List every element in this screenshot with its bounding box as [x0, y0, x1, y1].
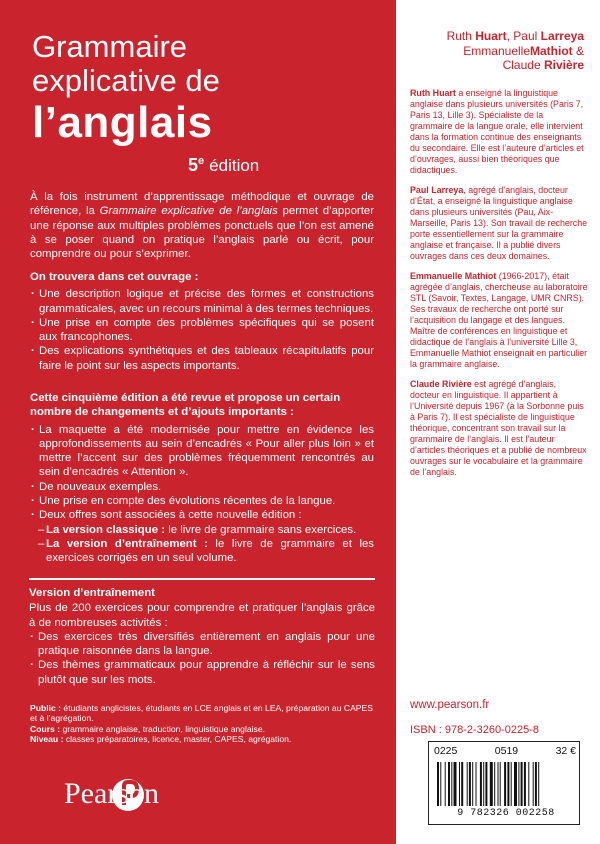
list-item: · Des thèmes grammaticaux pour apprendre à réfléchir sur le sens plutôt que sur les mots. — [29, 658, 375, 687]
list-item: · De nouveaux exemples. — [30, 480, 374, 494]
contents-section — [30, 270, 374, 373]
title-line-1: Grammaire — [32, 29, 188, 64]
barcode-number: 9 782326 002258 — [457, 808, 555, 819]
changes-heading: Cette cinquième édition a été revue et propose un certain nombre de changements et d’ajouts importants : — [30, 392, 341, 419]
author-sep: , Paul — [506, 29, 541, 43]
audience-text: étudiants anglicistes, étudiants en LCE anglais et en LEA, préparation au CAPES et à l’agrégation. — [30, 703, 374, 724]
author-first: Ruth — [446, 29, 476, 43]
price-line — [434, 745, 576, 757]
offers-list — [30, 523, 374, 566]
audience-text: grammaire anglaise, traduction, linguistique anglaise. — [60, 723, 266, 734]
authors-block — [396, 29, 584, 73]
audience-info — [30, 703, 380, 745]
offer-text: le livre de grammaire et les exercices corrigés en un seul volume. — [46, 537, 375, 565]
authors-line — [396, 29, 584, 44]
edition-word: édition — [209, 156, 260, 175]
audience-line — [30, 734, 380, 744]
intro-before: À la fois instrument d’apprentissage méthodique et ouvrage de référence, la — [30, 191, 374, 218]
author-last: Rivière — [543, 58, 584, 72]
author-first: Claude — [502, 58, 544, 72]
training-text: Plus de 200 exercices pour comprendre et pratiquer l’anglais grâce à de nombreuses activités : — [29, 602, 375, 629]
isbn-label: ISBN : 978-2-3260-0225-8 — [410, 724, 540, 736]
edition-label — [188, 155, 259, 176]
publisher-website: www.pearson.fr — [410, 699, 490, 711]
author-last: Huart — [475, 29, 507, 43]
audience-label: Public : — [30, 703, 62, 713]
intro-paragraph — [30, 190, 374, 261]
author-last: Larreya — [540, 29, 584, 43]
bio-text: a enseigné la linguistique anglaise dans plusieurs universités (Paris 7, Paris 13, Lille 3). Spécialiste de la grammaire de la langue orale, elle intervient dans la formation continue des enseignants du secondaire. Elle est l’auteure d’articles et d’ouvrages, aussi bien théoriques que didactiques. — [410, 88, 584, 175]
training-version-box — [29, 578, 375, 688]
authors-line — [396, 58, 584, 73]
title-line-2: explicative de — [32, 63, 220, 98]
bio-name: Emmanuelle Mathiot — [410, 271, 497, 281]
offer-item — [38, 523, 374, 537]
barcode-box — [428, 741, 580, 825]
list-item: · La maquette a été modernisée pour mettre en évidence les approfondissements au sein d’encadrés « Pour aller plus loin » et mettre l’accent sur des problèmes fréquemment rencontrés au sein d’encadrés « Attention ». — [30, 423, 374, 480]
author-sep: & — [572, 43, 584, 58]
price-value: 32 € — [555, 745, 576, 757]
author-bio — [410, 88, 588, 176]
offer-item — [38, 537, 374, 566]
author-bio — [410, 271, 588, 370]
offer-label: La version d’entraînement : — [46, 537, 208, 550]
right-column — [396, 0, 600, 844]
barcode-icon — [435, 762, 575, 808]
author-bio — [410, 379, 588, 478]
bio-name: Claude Rivière — [410, 379, 472, 389]
changes-list — [30, 423, 374, 523]
audience-line — [30, 703, 380, 724]
contents-list — [30, 287, 374, 373]
author-bios — [410, 88, 588, 487]
bio-text: (1966-2017), était agrégée d’anglais, chercheuse au laboratoire STL (Savoir, Textes, Langage, UMR CNRS). Ses travaux de recherche ont porté sur l’acquisition du langage et des langues. Maître de conférences en linguistique et didactique de l’anglais à l’université Lille 3, Emmanuelle Mathiot enseignait en particulier la grammaire anglaise. — [410, 271, 588, 369]
bio-text: , agrégé d’anglais, docteur d’État, a enseigné la linguistique anglaise dans plusieurs universités (Pau, Aix-Marseille, Paris 13). Son travail de recherche porte essentiellement sur la grammaire anglaise et française. Il a publié divers ouvrages dans ces deux domaines. — [410, 185, 588, 261]
audience-text: classes préparatoires, licence, master, CAPES, agrégation. — [63, 734, 292, 745]
list-item: · Deux offres sont associées à cette nouvelle édition : — [30, 508, 374, 522]
authors-line — [396, 44, 584, 59]
author-bio — [410, 185, 588, 262]
list-item: · Une description logique et précise des formes et constructions grammaticales, avec un recours minimal à des termes techniques. — [30, 287, 374, 316]
intro-book-title: Grammaire explicative de l’anglais — [99, 205, 278, 218]
offer-text: le livre de grammaire sans exercices. — [165, 523, 357, 536]
list-item: · Des exercices très diversifiés entièrement en anglais pour une pratique raisonnée dans la langue. — [29, 630, 375, 659]
audience-label: Cours : — [30, 723, 61, 734]
author-first: Emmanuelle — [463, 43, 530, 58]
edition-number: 5 — [188, 155, 199, 175]
bio-text: est agrégé d’anglais, docteur en linguistique. Il appartient à l’Université depuis 1967 (à la Sorbonne puis à Paris 7). Il est spécialiste de linguistique théorique, concentrant son travail sur la grammaire de l’anglais. Il est l’auteur d’articles théoriques et a publié de nombreux ouvrages sur le vocabulaire et la grammaire de l’anglais. — [410, 379, 587, 477]
author-last: Mathiot — [530, 43, 573, 58]
publisher-name: Pearson — [64, 777, 159, 810]
offer-label: La version classique : — [46, 523, 166, 536]
changes-section — [30, 391, 374, 566]
list-item: · Une prise en compte des évolutions récentes de la langue. — [30, 494, 374, 508]
list-item: · Des explications synthétiques et des tableaux récapitulatifs pour faire le point sur les aspects importants. — [30, 344, 374, 373]
title-line-3: l’anglais — [32, 98, 213, 147]
list-item: · Une prise en compte des problèmes spécifiques qui se posent aux francophones. — [30, 316, 374, 345]
training-list — [29, 630, 375, 687]
intro-after: permet d’apporter une réponse aux multiples problèmes ponctuels que l’on est amené à se poser quand on pratique l’anglais parlé ou écrit, pour comprendre ou pour s’exprimer. — [30, 205, 375, 261]
audience-line — [30, 724, 380, 734]
audience-label: Niveau : — [30, 734, 64, 745]
bio-name: Paul Larreya — [410, 185, 464, 195]
training-heading: Version d’entraînement — [29, 587, 155, 599]
price-code: 0519 — [494, 745, 519, 757]
price-code: 0225 — [434, 745, 458, 757]
bio-name: Ruth Huart — [410, 88, 456, 98]
contents-heading: On trouvera dans cet ouvrage : — [30, 271, 199, 283]
edition-sup: e — [198, 155, 205, 167]
